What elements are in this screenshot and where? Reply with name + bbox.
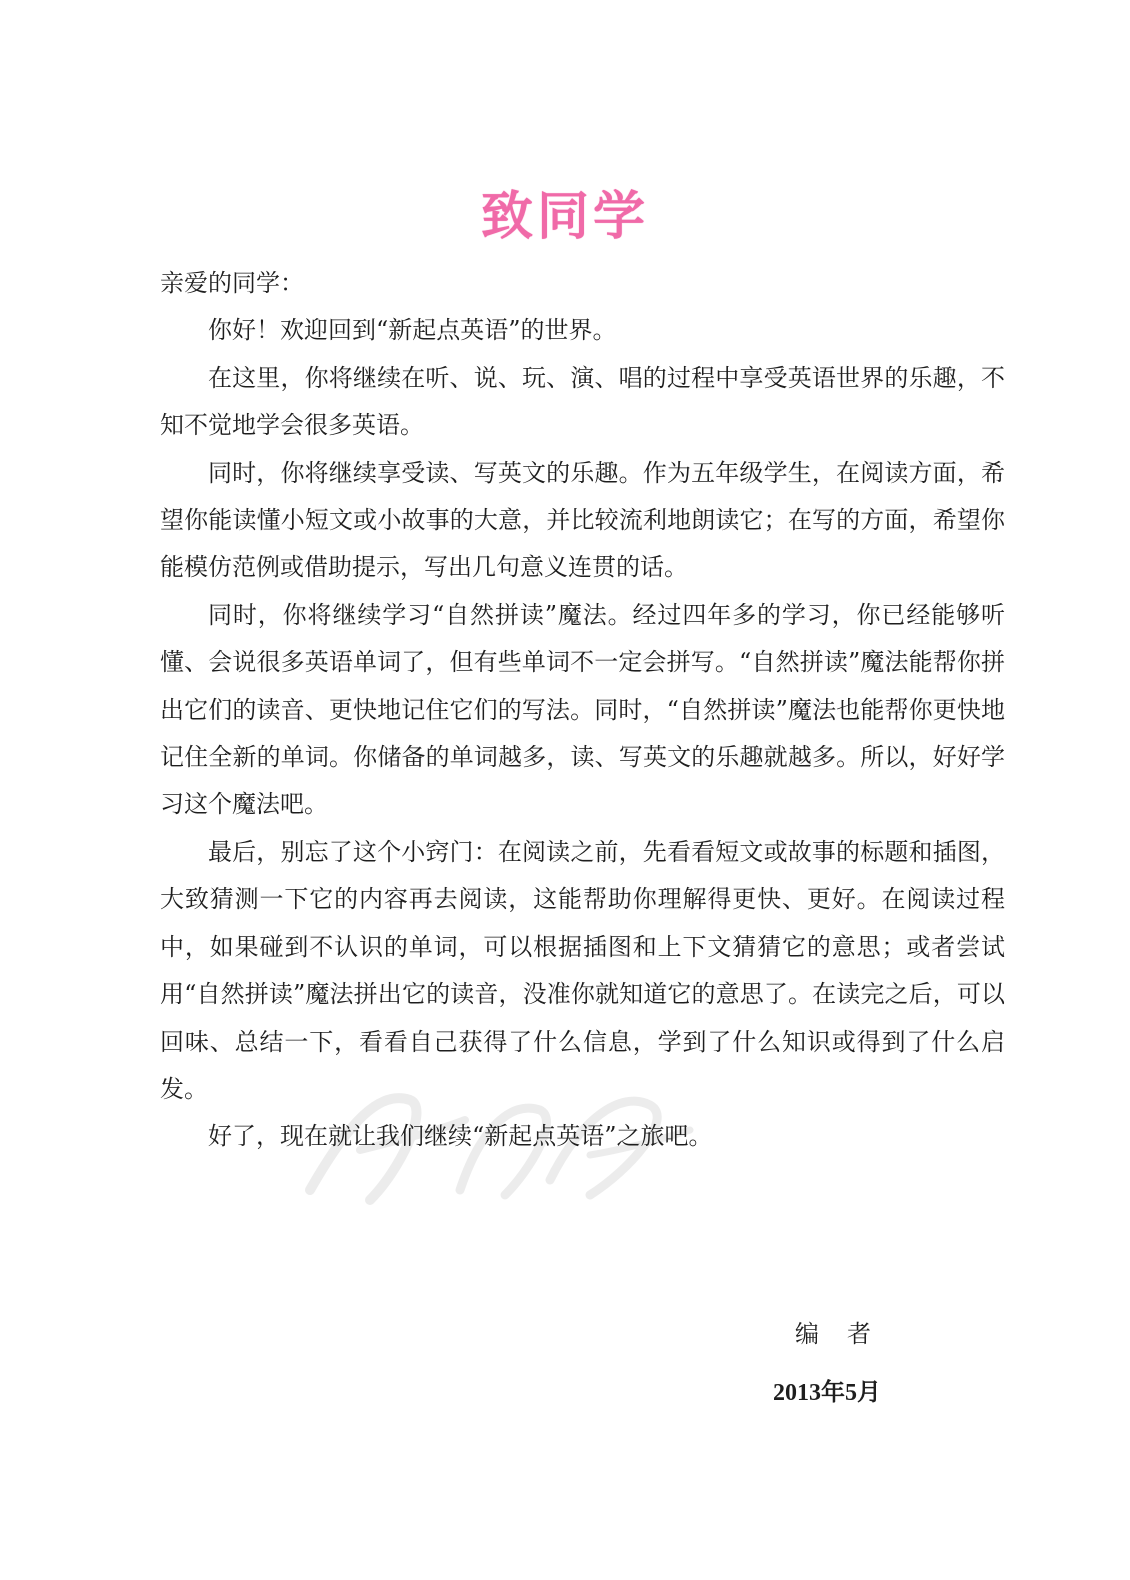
date: 2013年5月: [773, 1380, 881, 1406]
paragraph-tips: 最后，别忘了这个小窍门：在阅读之前，先看看短文或故事的标题和插图，大致猜测一下它的内容再去阅读，这能帮助你理解得更快、更好。在阅读过程中，如果碰到不认识的单词，可以根据插图和上下文猜猜它的意思；或者尝试用“自然拼读”魔法拼出它的读音，没准你就知道它的意思了。在读完之后，可以回味、总结一下，看看自己获得了什么信息，学到了什么知识或得到了什么启发。: [160, 837, 1005, 1103]
signature: 编者: [795, 1320, 899, 1348]
greeting: 亲爱的同学：: [160, 269, 304, 297]
letter-body: [160, 260, 1005, 1161]
paragraph-closing: 好了，现在就让我们继续“新起点英语”之旅吧。: [208, 1122, 713, 1151]
page-title: 致同学: [480, 185, 649, 247]
paragraph-listening: 在这里，你将继续在听、说、玩、演、唱的过程中享受英语世界的乐趣，不知不觉地学会很多英语。: [160, 363, 1005, 440]
paragraph-phonics: 同时，你将继续学习“自然拼读”魔法。经过四年多的学习，你已经能够听懂、会说很多英语单词了，但有些单词不一定会拼写。“自然拼读”魔法能帮你拼出它们的读音、更快地记住它们的写法。同时，“自然拼读”魔法也能帮你更快地记住全新的单词。你储备的单词越多，读、写英文的乐趣就越多。所以，好好学习这个魔法吧。: [160, 600, 1005, 819]
paragraph-welcome: 你好！欢迎回到“新起点英语”的世界。: [208, 316, 617, 345]
paragraph-reading-writing: 同时，你将继续享受读、写英文的乐趣。作为五年级学生，在阅读方面，希望你能读懂小短文或小故事的大意，并比较流利地朗读它；在写的方面，希望你能模仿范例或借助提示，写出几句意义连贯的话。: [160, 458, 1005, 582]
